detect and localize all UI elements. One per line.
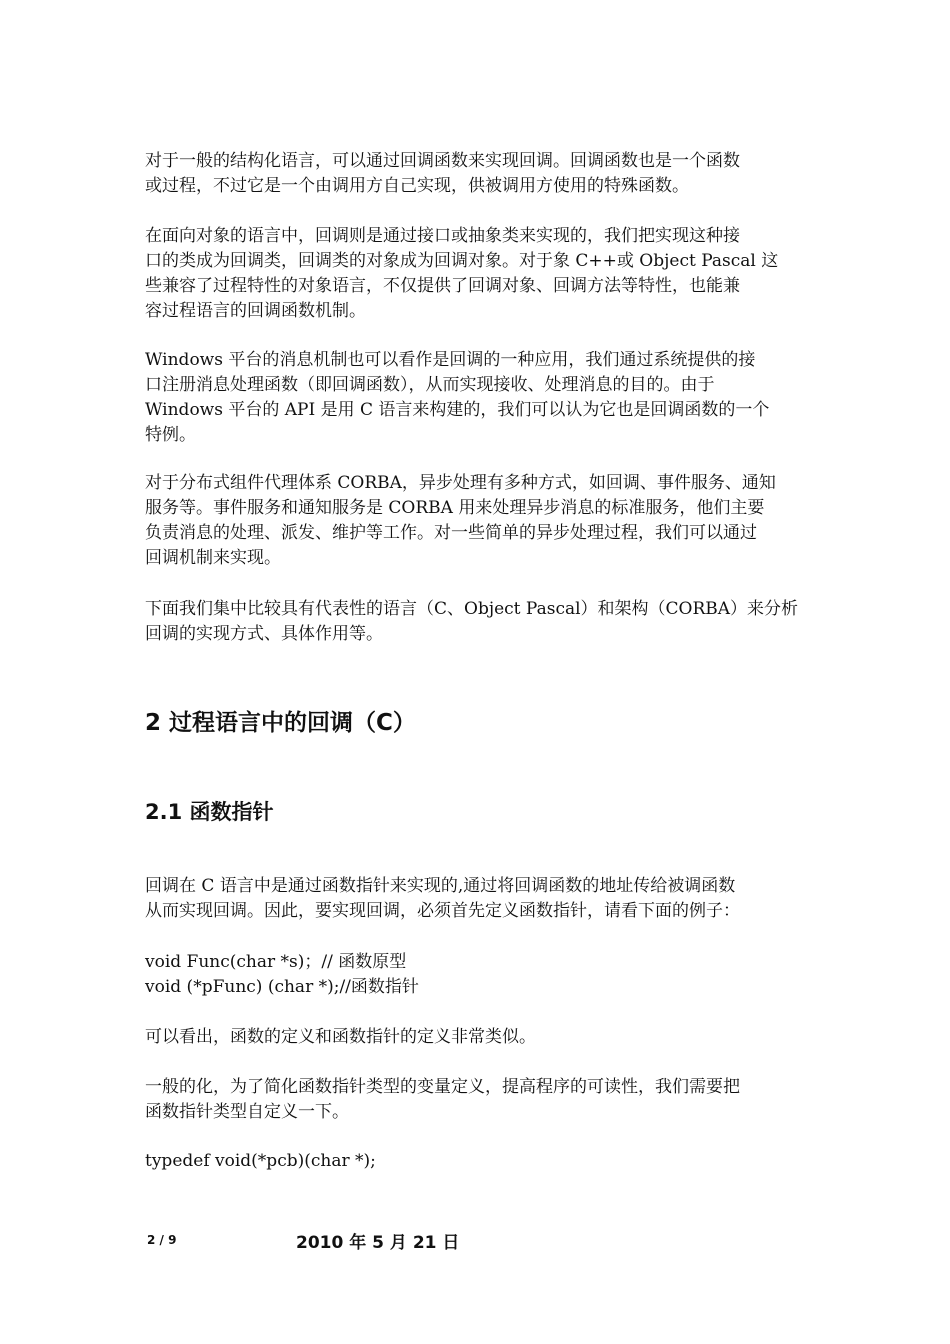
code-line: void Func(char *s)；// 函数原型 [145, 952, 407, 972]
text-line: 对于一般的结构化语言，可以通过回调函数来实现回调。回调函数也是一个函数 [145, 151, 740, 171]
paragraph-corba [145, 471, 810, 571]
text-line: 些兼容了过程特性的对象语言，不仅提供了回调对象、回调方法等特性，也能兼 [145, 276, 740, 296]
paragraph-structured-languages [145, 149, 810, 199]
text-line: 可以看出，函数的定义和函数指针的定义非常类似。 [145, 1027, 536, 1047]
text-line: 或过程，不过它是一个由调用方自己实现，供被调用方使用的特殊函数。 [145, 176, 689, 196]
text-line: 回调机制来实现。 [145, 548, 281, 568]
paragraph-function-pointer-intro [145, 874, 810, 924]
section-heading: 2 过程语言中的回调（C） [145, 710, 416, 736]
text-line: 服务等。事件服务和通知服务是 CORBA 用来处理异步消息的标准服务，他们主要 [145, 498, 765, 518]
text-line: 对于分布式组件代理体系 CORBA，异步处理有多种方式，如回调、事件服务、通知 [145, 473, 776, 493]
paragraph-overview [145, 597, 810, 647]
code-line: typedef void(*pcb)(char *); [145, 1151, 376, 1171]
subsection-heading: 2.1 函数指针 [145, 800, 274, 824]
code-line: void (*pFunc) (char *);//函数指针 [145, 977, 419, 997]
text-line: 从而实现回调。因此，要实现回调，必须首先定义函数指针，请看下面的例子： [145, 901, 740, 921]
text-line: 下面我们集中比较具有代表性的语言（C、Object Pascal）和架构（CORBA）来分析 [145, 599, 799, 619]
text-line: 一般的化，为了简化函数指针类型的变量定义，提高程序的可读性，我们需要把 [145, 1077, 740, 1097]
code-example-declarations [145, 950, 810, 1000]
footer-date: 2010 年 5 月 21 日 [296, 1233, 460, 1253]
text-line: 口的类成为回调类，回调类的对象成为回调对象。对于象 C++或 Object Pascal 这 [145, 251, 779, 271]
text-line: Windows 平台的 API 是用 C 语言来构建的，我们可以认为它也是回调函数的一个 [145, 400, 770, 420]
paragraph-windows [145, 348, 810, 448]
paragraph-typedef-intro [145, 1075, 810, 1125]
text-line: 回调在 C 语言中是通过函数指针来实现的,通过将回调函数的地址传给被调函数 [145, 876, 736, 896]
text-line: 口注册消息处理函数（即回调函数），从而实现接收、处理消息的目的。由于 [145, 375, 715, 395]
code-example-typedef [145, 1149, 810, 1174]
paragraph-similarity [145, 1025, 810, 1050]
text-line: 负责消息的处理、派发、维护等工作。对一些简单的异步处理过程，我们可以通过 [145, 523, 757, 543]
text-line: 容过程语言的回调函数机制。 [145, 301, 366, 321]
text-line: 在面向对象的语言中，回调则是通过接口或抽象类来实现的，我们把实现这种接 [145, 226, 740, 246]
paragraph-object-oriented [145, 224, 810, 324]
text-line: 函数指针类型自定义一下。 [145, 1102, 349, 1122]
text-line: 回调的实现方式、具体作用等。 [145, 624, 383, 644]
page-number: 2 / 9 [147, 1233, 177, 1247]
text-line: Windows 平台的消息机制也可以看作是回调的一种应用，我们通过系统提供的接 [145, 350, 756, 370]
text-line: 特例。 [145, 425, 196, 445]
